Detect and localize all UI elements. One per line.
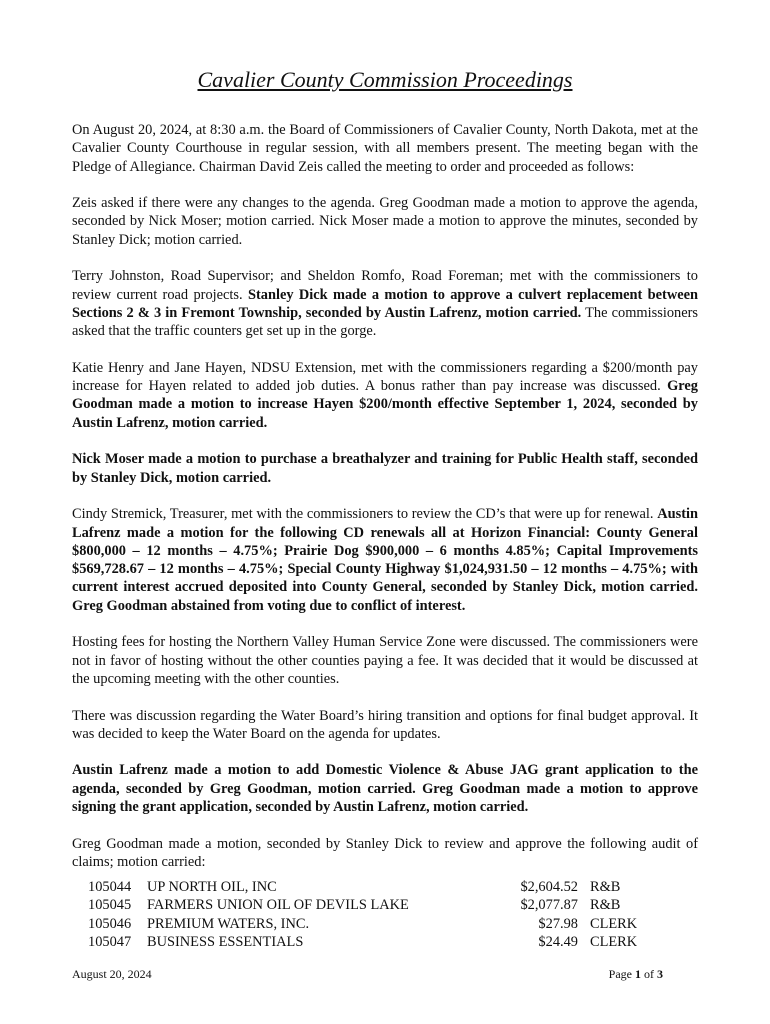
claim-dept: CLERK xyxy=(590,933,638,950)
claim-amount: $27.98 xyxy=(538,915,578,932)
paragraph-cd-renewals xyxy=(72,505,698,615)
document-title: Cavalier County Commission Proceedings xyxy=(197,67,573,92)
road-text: Terry Johnston, Road Supervisor; and Sheldon Romfo, Road Foreman; met with the commissioners to review current road projects. xyxy=(72,268,698,303)
grant-motion: Austin Lafrenz made a motion to add Domestic Violence & Abuse JAG grant application to the agenda, seconded by Greg Goodman, motion carried. Greg Goodman made a motion to approve signing the grant application, seconded by Austin Lafrenz, motion carried. xyxy=(72,762,698,815)
cd-motion: Austin Lafrenz made a motion for the following CD renewals all at Horizon Financial: County General $800,000 – 12 months – 4.75%; Prairie Dog $900,000 – 6 months 4.85%; Capital Improvements $569,728.67 – 12 months – 4.75%; Special County Highway $1,024,931.50 – 12 months – 4.75%; with current interest accrued deposited into County General, seconded by Stanley Dick, motion carried. Greg Goodman abstained from voting due to conflict of interest. xyxy=(72,506,698,614)
paragraph-grant xyxy=(72,761,698,816)
page-current: 1 xyxy=(635,967,641,981)
claim-vendor: BUSINESS ESSENTIALS xyxy=(147,933,304,950)
cd-text: Cindy Stremick, Treasurer, met with the commissioners to review the CD’s that were up for renewal. xyxy=(72,506,658,523)
paragraph-breathalyzer xyxy=(72,450,698,487)
claim-vendor: UP NORTH OIL, INC xyxy=(147,879,277,895)
table-row xyxy=(88,933,648,951)
claim-number: 105046 xyxy=(88,915,132,932)
claim-vendor: FARMERS UNION OIL OF DEVILS LAKE xyxy=(147,897,409,914)
claim-amount: $2,604.52 xyxy=(520,879,578,895)
document-body xyxy=(72,121,698,889)
paragraph-water-board: There was discussion regarding the Water Board’s hiring transition and options for final budget approval. It was decided to keep the Water Board on the agenda for updates. xyxy=(72,707,698,742)
paragraph-hosting-fees: Hosting fees for hosting the Northern Valley Human Service Zone were discussed. The commissioners were not in favor of hosting without the other counties paying a fee. It was decided that it would be discussed at the upcoming meeting with the other counties. xyxy=(72,634,698,687)
paragraph-extension xyxy=(72,359,698,432)
page-of: of xyxy=(644,967,654,981)
page-word: Page xyxy=(608,967,632,981)
table-row xyxy=(88,896,648,914)
breathalyzer-motion: Nick Moser made a motion to purchase a breathalyzer and training for Public Health staff, seconded by Stanley Dick, motion carried. xyxy=(72,451,698,486)
road-text-end: The commissioners asked that the traffic counters get set up in the gorge. xyxy=(72,304,698,340)
claim-amount: $2,077.87 xyxy=(520,897,578,914)
claim-number: 105045 xyxy=(88,897,132,914)
claim-amount: $24.49 xyxy=(538,933,578,950)
table-row xyxy=(88,878,648,896)
claim-dept: CLERK xyxy=(590,915,638,932)
paragraph-road-projects xyxy=(72,267,698,340)
footer-page-number xyxy=(609,967,663,982)
road-motion: Stanley Dick made a motion to approve a culvert replacement between Sections 2 & 3 in Fremont Township, seconded by Austin Lafrenz, motion carried. xyxy=(72,286,698,321)
table-row xyxy=(88,915,648,933)
claim-number: 105044 xyxy=(88,879,132,895)
claim-dept: R&B xyxy=(590,897,621,914)
paragraph-opening: On August 20, 2024, at 8:30 a.m. the Board of Commissioners of Cavalier County, North Dakota, met at the Cavalier County Courthouse in regular session, with all members present. The meeting began with the Pledge of Allegiance. Chairman David Zeis called the meeting to order and proceeded as follows: xyxy=(72,122,698,175)
claim-number: 105047 xyxy=(88,933,132,950)
paragraph-agenda: Zeis asked if there were any changes to the agenda. Greg Goodman made a motion to approve the agenda, seconded by Nick Moser; motion carried. Nick Moser made a motion to approve the minutes, seconded by Stanley Dick; motion carried. xyxy=(72,195,698,248)
page-total: 3 xyxy=(657,967,663,981)
claim-dept: R&B xyxy=(590,879,621,895)
extension-motion: Greg Goodman made a motion to increase Hayen $200/month effective September 1, 2024, seconded by Austin Lafrenz, motion carried. xyxy=(72,378,698,431)
paragraph-audit-claims: Greg Goodman made a motion, seconded by Stanley Dick to review and approve the following audit of claims; motion carried: xyxy=(72,835,698,870)
extension-text: Katie Henry and Jane Hayen, NDSU Extension, met with the commissioners regarding a $200/month pay increase for Hayen related to added job duties. A bonus rather than pay increase was discussed. xyxy=(72,359,698,395)
claim-vendor: PREMIUM WATERS, INC. xyxy=(147,915,310,932)
claims-table xyxy=(88,878,648,951)
footer-date: August 20, 2024 xyxy=(72,967,152,981)
